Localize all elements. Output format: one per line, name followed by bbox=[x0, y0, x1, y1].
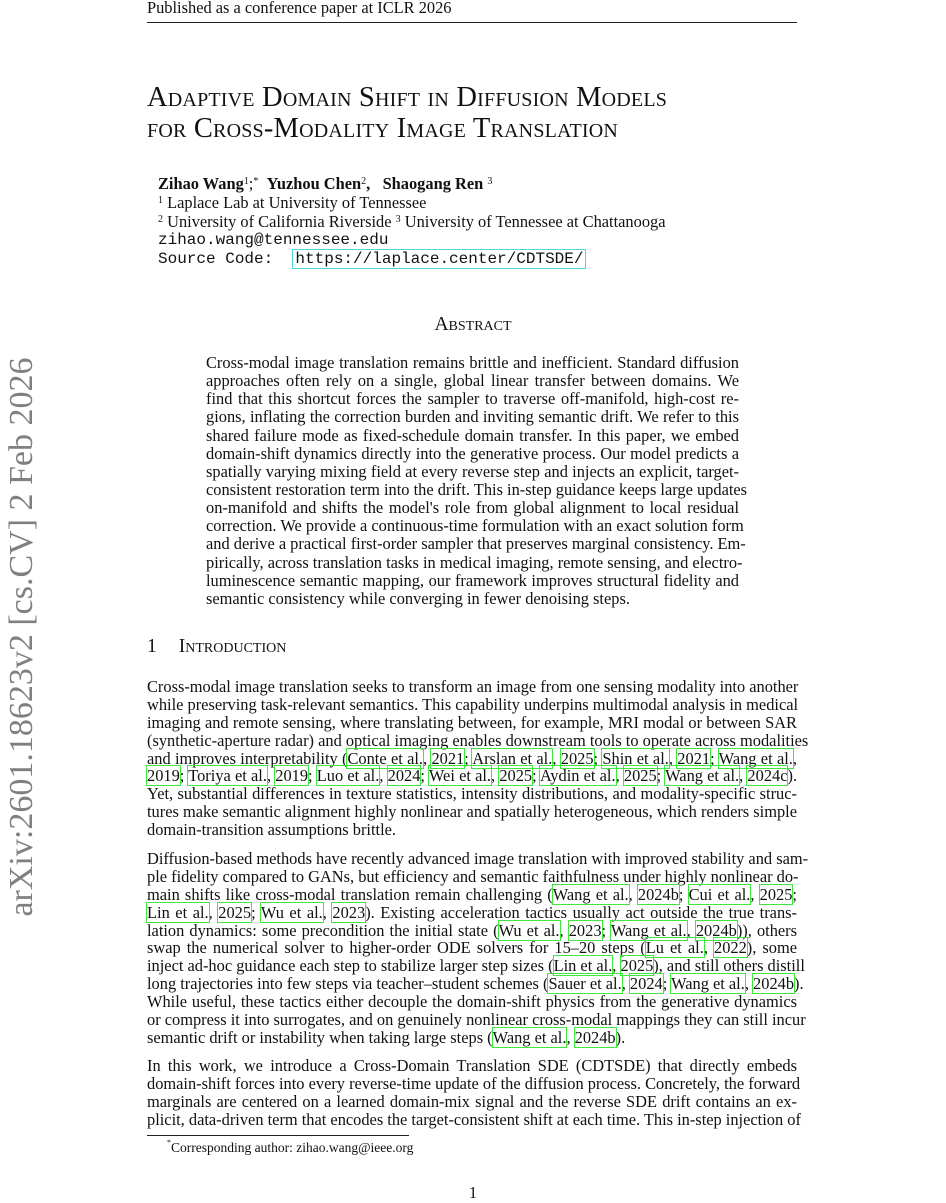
citation-link[interactable]: Wang et al. bbox=[671, 974, 745, 994]
text-run: , bbox=[379, 766, 388, 786]
citation-link[interactable]: Toriya et al. bbox=[188, 766, 267, 786]
citation-link[interactable]: 2024c bbox=[747, 766, 788, 786]
text-run: , bbox=[739, 766, 748, 786]
text-run: ). bbox=[787, 766, 798, 786]
citation-link[interactable]: Wang et al. bbox=[665, 766, 740, 786]
text-run: ; bbox=[532, 766, 540, 786]
citation-link[interactable]: Wu et al. bbox=[260, 902, 323, 922]
paragraph bbox=[147, 849, 809, 1047]
author-list bbox=[158, 174, 665, 193]
citation-link[interactable]: Conte et al. bbox=[347, 748, 424, 768]
citation-link[interactable]: 2019 bbox=[147, 766, 180, 786]
text-line bbox=[206, 572, 739, 590]
text-run: or compress it into surrogates, and on genuinely nonlinear cross-modal mappings they can still incur bbox=[147, 1010, 806, 1030]
citation-link[interactable]: Wang et al. bbox=[552, 884, 629, 904]
page-number: 1 bbox=[468, 1183, 478, 1202]
footnote bbox=[167, 1140, 413, 1156]
text-run: Yet, substantial differences in texture statistics, intensity distributions, and modality-specific struc- bbox=[147, 784, 797, 804]
text-run: imaging and remote sensing, where translating between, for example, MRI modal or between SAR bbox=[147, 712, 797, 732]
text-run: (synthetic-aperture radar) and optical imaging enables downstream tools to operate across modalities bbox=[147, 730, 809, 750]
corresponding-mark[interactable]: * bbox=[253, 176, 259, 187]
separator: ; bbox=[248, 174, 254, 193]
citation-link[interactable]: Luo et al. bbox=[316, 766, 380, 786]
text-line bbox=[147, 730, 809, 750]
citation-link[interactable]: 2022 bbox=[714, 938, 747, 958]
affil-sup: 3 bbox=[395, 214, 401, 225]
text-run: ; bbox=[710, 748, 719, 768]
affiliation bbox=[158, 193, 665, 212]
text-run: ; bbox=[251, 902, 261, 922]
abstract-heading: Abstract bbox=[434, 314, 512, 335]
citation-link[interactable]: 2025 bbox=[499, 766, 533, 786]
footnote-text: Corresponding author: zihao.wang@ieee.org bbox=[171, 1140, 414, 1155]
text-run: ), some bbox=[746, 938, 797, 958]
text-run: ; bbox=[464, 748, 473, 768]
text-line bbox=[147, 886, 797, 904]
text-run: ; bbox=[593, 748, 603, 768]
text-run: ). Existing acceleration tactics usually act outside the true trans- bbox=[365, 902, 797, 922]
title-line: Adaptive Domain Shift in Diffusion Models bbox=[147, 82, 668, 113]
text-run: and derive a practical first-order sampler that preserves marginal consistency. Em- bbox=[206, 534, 746, 554]
text-run: , bbox=[615, 766, 624, 786]
citation-link[interactable]: 2025 bbox=[623, 766, 657, 786]
text-line bbox=[206, 590, 739, 608]
text-run: ; bbox=[308, 766, 317, 786]
citation-link[interactable]: Shin et al. bbox=[602, 748, 669, 768]
footnote-rule bbox=[147, 1135, 409, 1136]
author-name: Yuzhou Chen bbox=[266, 174, 362, 193]
text-line bbox=[147, 678, 797, 696]
citation-link[interactable]: Sauer et al. bbox=[548, 974, 622, 994]
text-run: ; bbox=[420, 766, 429, 786]
text-run: long trajectories into few steps via teacher–student schemes ( bbox=[147, 974, 549, 994]
text-line bbox=[147, 868, 797, 886]
affiliation-name: University of California Riverside bbox=[167, 212, 392, 231]
text-run: approaches often rely on a single, global linear transfer between domains. We bbox=[206, 371, 739, 391]
text-run: Diffusion-based methods have recently advanced image translation with improved stability and sam- bbox=[147, 849, 809, 868]
text-run: semantic drift or instability when taking large steps ( bbox=[147, 1027, 493, 1047]
text-run: Cross-modal image translation seeks to transform an image from one sensing modality into another bbox=[147, 677, 799, 696]
text-line bbox=[147, 1029, 797, 1047]
text-run: pirically, across translation tasks in medical imaging, remote sensing, and electro- bbox=[206, 552, 743, 572]
citation-link[interactable]: Lin et al. bbox=[553, 956, 613, 976]
citation-link[interactable]: Aydin et al. bbox=[539, 766, 616, 786]
text-run: , bbox=[668, 748, 678, 768]
text-line bbox=[147, 785, 797, 803]
author-affil-sup: 3 bbox=[487, 176, 493, 187]
source-code-line bbox=[158, 250, 665, 269]
text-line bbox=[206, 516, 744, 536]
text-run: while preserving task-relevant semantics. This capability underpins multimodal analysis in medical bbox=[147, 694, 799, 714]
citation-link[interactable]: 2024 bbox=[387, 766, 421, 786]
text-line bbox=[147, 821, 797, 839]
title-line: for Cross-Modality Image Translation bbox=[147, 113, 619, 144]
text-line bbox=[206, 427, 739, 445]
text-line bbox=[206, 479, 748, 499]
text-run: tures make semantic alignment highly nonlinear and spatially heterogeneous, which renders simple bbox=[147, 802, 797, 822]
text-run: , bbox=[491, 766, 500, 786]
text-run: domain-shift dynamics directly into the generative process. Our model predicts a bbox=[206, 443, 739, 463]
author-affil-sup: 1 bbox=[243, 176, 249, 187]
citation-link[interactable]: Wang et al. bbox=[610, 920, 687, 940]
section-title: Introduction bbox=[178, 636, 287, 657]
paragraph bbox=[147, 677, 809, 840]
text-run: , bbox=[744, 974, 754, 994]
source-code-link[interactable]: https://laplace.center/CDTSDE/ bbox=[292, 249, 586, 269]
text-line bbox=[206, 408, 739, 426]
text-run: )), others bbox=[736, 920, 798, 940]
citation-link[interactable]: 2024b bbox=[574, 1027, 616, 1047]
text-line bbox=[147, 939, 797, 957]
author-email: zihao.wang@tennessee.edu bbox=[158, 231, 389, 249]
text-run: ; bbox=[662, 974, 672, 994]
text-run: , bbox=[686, 920, 696, 940]
citation-link[interactable]: Arslan et al. bbox=[472, 748, 553, 768]
text-line bbox=[206, 499, 739, 517]
affil-sup: 2 bbox=[158, 214, 163, 225]
abstract-body bbox=[206, 353, 748, 608]
text-run: ; bbox=[656, 766, 666, 786]
text-line bbox=[147, 993, 797, 1011]
citation-link[interactable]: 2019 bbox=[275, 766, 309, 786]
affiliation-name: Laplace Lab at University of Tennessee bbox=[167, 193, 427, 212]
citation-link[interactable]: 2025 bbox=[759, 884, 793, 904]
text-line bbox=[147, 714, 797, 732]
citation-link[interactable]: 2021 bbox=[431, 748, 465, 768]
citation-link[interactable]: 2024b bbox=[753, 974, 795, 994]
text-run: , bbox=[208, 902, 219, 922]
text-line bbox=[147, 922, 797, 940]
text-run: , bbox=[266, 766, 276, 786]
citation-link[interactable]: Wang et al. bbox=[718, 748, 793, 768]
text-line bbox=[147, 1073, 801, 1093]
text-run: ple fidelity compared to GANs, but efficiency and semantic faithfulness under highly nonlinear do- bbox=[147, 866, 799, 886]
text-run: ; bbox=[601, 920, 611, 940]
author-block bbox=[158, 174, 665, 269]
affil-sup: 1 bbox=[158, 195, 163, 206]
text-run: ). bbox=[794, 974, 804, 994]
text-run: , bbox=[792, 748, 797, 768]
text-line bbox=[147, 750, 797, 768]
text-line bbox=[206, 463, 739, 481]
text-run: ; bbox=[792, 884, 797, 904]
text-line bbox=[206, 534, 746, 554]
text-line bbox=[147, 1057, 797, 1075]
text-run: semantic consistency while converging in fewer denoising steps. bbox=[206, 588, 630, 608]
text-run: ). bbox=[615, 1027, 626, 1047]
section-number: 1 bbox=[147, 636, 157, 657]
text-run: , bbox=[621, 974, 630, 994]
source-code-label: Source Code: bbox=[158, 250, 274, 268]
text-run: , bbox=[566, 1027, 575, 1047]
paragraph bbox=[147, 1056, 801, 1129]
text-run: lation dynamics: some precondition the initial state ( bbox=[147, 920, 499, 940]
text-run: swap the numerical solver to higher-order ODE solvers for 15–20 steps ( bbox=[147, 938, 646, 958]
citation-link[interactable]: Wang et al. bbox=[492, 1027, 567, 1047]
author-affil-sup: 2 bbox=[361, 176, 367, 187]
text-run: domain-transition assumptions brittle. bbox=[147, 820, 397, 840]
text-run: , bbox=[750, 884, 760, 904]
text-run: , bbox=[628, 884, 638, 904]
citation-link[interactable]: Lu et al. bbox=[645, 938, 704, 958]
text-run: ), and still others distill bbox=[653, 956, 805, 976]
text-run: ; bbox=[678, 884, 689, 904]
text-run: , bbox=[322, 902, 333, 922]
text-line bbox=[206, 372, 739, 390]
text-line bbox=[206, 390, 739, 408]
text-line bbox=[147, 803, 797, 821]
text-run: marginals are centered on a learned domain-mix signal and the reverse SDE drift contains an ex- bbox=[147, 1091, 797, 1111]
citation-link[interactable]: 2023 bbox=[332, 902, 366, 922]
author-name: Zihao Wang bbox=[158, 174, 244, 193]
citation-link[interactable]: 2024 bbox=[629, 974, 663, 994]
affiliation-name: University of Tennessee at Chattanooga bbox=[404, 212, 666, 231]
citation-link[interactable]: 2025 bbox=[560, 748, 594, 768]
text-run: and improves interpretability ( bbox=[147, 748, 348, 768]
citation-link[interactable]: 2025 bbox=[218, 902, 252, 922]
paper-title bbox=[147, 82, 667, 144]
citation-link[interactable]: Wei et al. bbox=[428, 766, 492, 786]
text-run: , bbox=[559, 920, 569, 940]
citation-link[interactable]: Cui et al. bbox=[688, 884, 751, 904]
citation-link[interactable]: Wu et al. bbox=[498, 920, 560, 940]
text-run: shared failure mode as fixed-schedule domain transfer. In this paper, we embed bbox=[206, 425, 739, 445]
text-run: main shifts like cross-modal translation remain challenging ( bbox=[147, 884, 553, 904]
text-run: Cross-modal image translation remains brittle and inefficient. Standard diffusion bbox=[206, 353, 739, 372]
text-line bbox=[147, 1010, 806, 1030]
text-run: gions, inflating the correction burden and inviting semantic drift. We refer to this bbox=[206, 407, 739, 427]
text-run: inject ad-hoc guidance each step to stabilize larger step sizes ( bbox=[147, 956, 554, 976]
author-name: Shaogang Ren bbox=[382, 174, 484, 193]
section-heading-introduction bbox=[147, 636, 286, 658]
text-run: plicit, data-driven term that encodes the target-consistent shift at each time. This in-step injection of bbox=[147, 1109, 801, 1129]
citation-link[interactable]: 2024b bbox=[695, 920, 737, 940]
text-line bbox=[147, 767, 797, 785]
text-line bbox=[147, 696, 797, 714]
text-line bbox=[206, 354, 739, 372]
text-run: While useful, these tactics either decouple the domain-shift physics from the generative dynamics bbox=[147, 992, 797, 1012]
citation-link[interactable]: 2025 bbox=[620, 956, 654, 976]
text-run: In this work, we introduce a Cross-Domain Translation SDE (CDTSDE) that directly embeds bbox=[147, 1056, 797, 1075]
text-run: , bbox=[423, 748, 432, 768]
citation-link[interactable]: 2023 bbox=[568, 920, 602, 940]
text-line bbox=[206, 445, 739, 463]
text-run: ; bbox=[179, 766, 189, 786]
arxiv-identifier-stamp: arXiv:2601.18623v2 [cs.CV] 2 Feb 2026 bbox=[3, 357, 40, 917]
text-line bbox=[147, 904, 797, 922]
citation-link[interactable]: 2024b bbox=[637, 884, 679, 904]
text-run: on-manifold and shifts the model's role from global alignment to local residual bbox=[206, 498, 739, 518]
text-line bbox=[147, 1093, 797, 1111]
separator: , bbox=[366, 174, 371, 193]
affiliation bbox=[158, 212, 665, 231]
text-run: , bbox=[552, 748, 561, 768]
text-line bbox=[206, 552, 743, 572]
header-rule bbox=[147, 22, 797, 23]
text-run: correction. We provide a continuous-time formulation with an exact solution form bbox=[206, 516, 744, 536]
text-run: find that this shortcut forces the sampler to traverse off-manifold, high-cost re- bbox=[206, 389, 739, 409]
running-header: Published as a conference paper at ICLR 2026 bbox=[147, 0, 452, 17]
text-run: domain-shift forces into every reverse-time update of the diffusion process. Concretely, the forward bbox=[147, 1073, 801, 1093]
text-line bbox=[147, 974, 804, 994]
text-run: spatially varying mixing field at every reverse step and injects an explicit, target- bbox=[206, 461, 739, 481]
text-line bbox=[147, 849, 809, 868]
text-run: , bbox=[703, 938, 714, 958]
text-run: consistent restoration term into the drift. This in-step guidance keeps large updates bbox=[206, 479, 748, 499]
footnote-mark: * bbox=[167, 1138, 171, 1147]
text-run: luminescence semantic mapping, our framework improves structural fidelity and bbox=[206, 570, 739, 590]
text-run: , bbox=[612, 956, 621, 976]
text-line bbox=[147, 1109, 801, 1129]
citation-link[interactable]: Lin et al. bbox=[147, 902, 209, 922]
text-line bbox=[147, 956, 805, 976]
citation-link[interactable]: 2021 bbox=[677, 748, 711, 768]
